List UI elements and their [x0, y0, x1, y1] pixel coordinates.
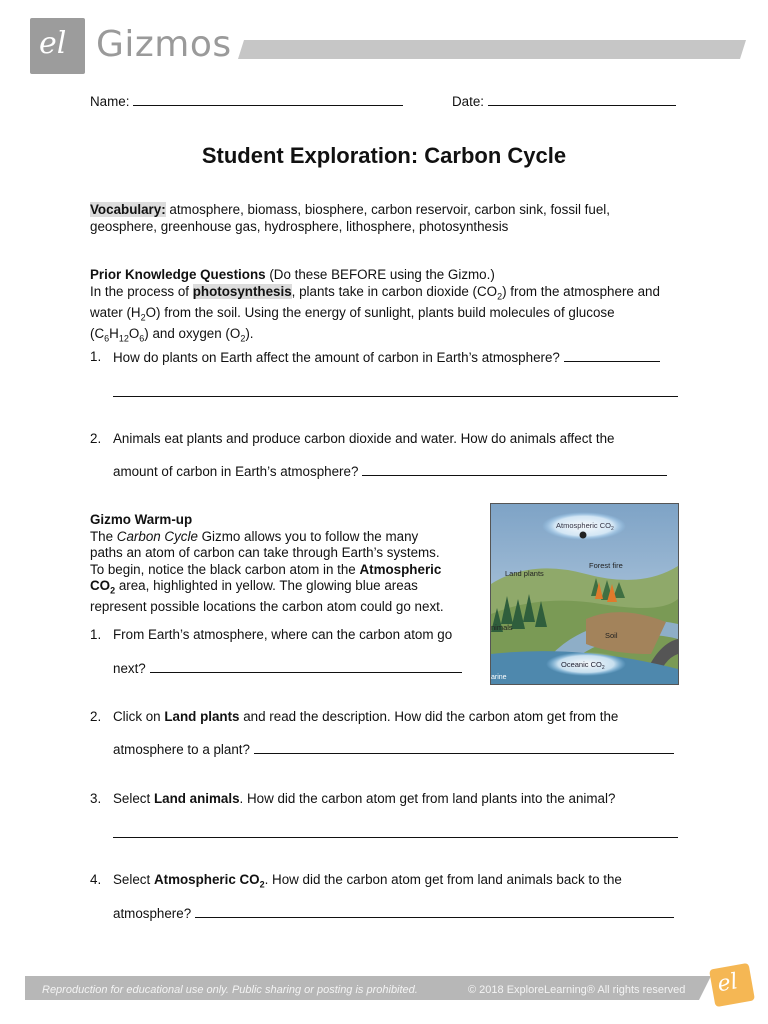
vocabulary-line-2: geosphere, greenhouse gas, hydrosphere, lithosphere, photosynthesis: [90, 218, 509, 234]
name-blank[interactable]: [133, 93, 403, 106]
footer-copyright: © 2018 ExploreLearning® All rights reserved: [468, 984, 686, 996]
label-oceanic-co2[interactable]: Oceanic $CO_2$: [561, 660, 605, 671]
prior-knowledge: [90, 267, 690, 347]
pk-question-2-line-1: Animals eat plants and produce carbon dioxide and water. How do animals affect the: [113, 431, 615, 446]
land-plants-term: Land plants: [164, 709, 240, 724]
warmup-question-2-line-2: [113, 741, 693, 759]
label-atmospheric-co2[interactable]: Atmospheric $CO_2$: [556, 521, 614, 532]
warmup-question-1-line-2: [113, 660, 483, 678]
warmup-question-1-next: next?: [113, 661, 146, 676]
label-soil[interactable]: Soil: [605, 631, 618, 640]
atmospheric-term: Atmospheric: [359, 561, 442, 577]
warmup-question-4-number: 4.: [90, 872, 102, 887]
pk-question-1-number: 1.: [90, 349, 102, 364]
gizmo-illustration: [491, 504, 678, 684]
footer-reproduction-notice: Reproduction for educational use only. Public sharing or posting is prohibited.: [42, 984, 418, 996]
photosynthesis-line-1: In the process of photosynthesis, plants take in carbon dioxide $(CO_2)$ from the atmosphere and: [90, 283, 660, 302]
atmospheric-co2-term: Atmospheric CO: [153, 872, 260, 887]
logo-mark: el: [39, 26, 67, 61]
vocabulary-line-1: atmosphere, biomass, biosphere, carbon reservoir, carbon sink, fossil fuel,: [165, 202, 610, 217]
carbon-cycle-gizmo-image: [490, 503, 679, 685]
vocabulary-label: Vocabulary:: [90, 202, 166, 217]
pk-answer-1-line[interactable]: [113, 396, 678, 397]
pk-answer-1-blank[interactable]: [564, 349, 660, 362]
footer-logo-mark: el: [715, 969, 740, 998]
warmup-line-2: paths an atom of carbon can take through Earth’s systems.: [90, 545, 440, 560]
warmup-answer-3-line[interactable]: [113, 837, 678, 838]
warmup-question-2-number: 2.: [90, 709, 102, 724]
warmup-heading: Gizmo Warm-up: [90, 512, 193, 527]
warmup-question-4-line-2: [113, 905, 693, 923]
date-blank[interactable]: [488, 93, 676, 106]
warmup-question-1-line-1: From Earth’s atmosphere, where can the carbon atom go: [113, 627, 453, 642]
warmup-answer-4-blank[interactable]: [195, 905, 674, 918]
photosynthesis-term: photosynthesis: [192, 283, 292, 299]
photosynthesis-line-2: water $(H_2O)$ from the soil. Using the energy of sunlight, plants build molecules of glucose: [90, 304, 615, 323]
warmup-question-1-number: 1.: [90, 627, 102, 642]
warmup-question-2-line-1: Click on Land plants and read the description. How did the carbon atom get from the: [113, 709, 619, 724]
header-bar: [238, 40, 746, 59]
vocabulary: [90, 202, 690, 235]
warmup-answer-2-blank[interactable]: [254, 741, 674, 754]
brand-name: Gizmos: [96, 24, 232, 65]
name-field[interactable]: [90, 93, 403, 111]
label-forest-fire[interactable]: Forest fire: [589, 561, 623, 570]
pk-question-2-number: 2.: [90, 431, 102, 446]
date-label: Date:: [452, 94, 485, 109]
warmup-question-3-line-1: Select Land animals. How did the carbon atom get from land plants into the animal?: [113, 791, 616, 806]
explorelearning-logo: [709, 963, 755, 1007]
warmup-intro: Gizmo Warm-up The Carbon Cycle Gizmo allows you to follow the many paths an atom of carbon can take through Earth’s systems. To begin, notice the black carbon atom in the Atmospheric $CO_2$ area, highlighted in yellow. The glowing blue areas represent possible locations the carbon atom could go next.: [90, 512, 480, 616]
page-title: Student Exploration: Carbon Cycle: [201, 143, 567, 168]
warmup-question-4-text: atmosphere?: [113, 906, 192, 921]
gizmo-name: Carbon Cycle: [116, 528, 198, 544]
gizmos-logo: [30, 18, 85, 74]
prior-knowledge-note: (Do these BEFORE using the Gizmo.): [265, 267, 495, 282]
warmup-question-4-line-1: Select Atmospheric $CO_2$. How did the carbon atom get from land animals back to the: [113, 872, 622, 890]
photosynthesis-line-3: $(C_6H_{12}O_6)$ and oxygen $(O_2)$.: [90, 325, 254, 344]
label-marine[interactable]: arine: [491, 674, 507, 681]
warmup-line-5: represent possible locations the carbon atom could go next.: [90, 599, 444, 615]
label-land-plants[interactable]: Land plants: [505, 569, 544, 578]
name-label: Name:: [90, 94, 130, 109]
pk-answer-2-blank[interactable]: [362, 463, 667, 476]
prior-knowledge-heading: Prior Knowledge Questions: [90, 267, 266, 282]
warmup-question-2-text: atmosphere to a plant?: [113, 742, 250, 757]
pk-question-1: [113, 349, 683, 367]
carbon-atom[interactable]: [580, 532, 587, 539]
warmup-question-3-number: 3.: [90, 791, 102, 806]
pk-question-2-text: amount of carbon in Earth’s atmosphere?: [113, 464, 359, 479]
pk-question-1-text: How do plants on Earth affect the amount of carbon in Earth’s atmosphere?: [113, 350, 560, 365]
label-land-animals[interactable]: nimals: [491, 623, 513, 632]
date-field[interactable]: [452, 93, 676, 111]
land-animals-term: Land animals: [153, 791, 240, 806]
pk-question-2-line-2: [113, 463, 693, 481]
warmup-answer-1-blank[interactable]: [150, 660, 462, 673]
